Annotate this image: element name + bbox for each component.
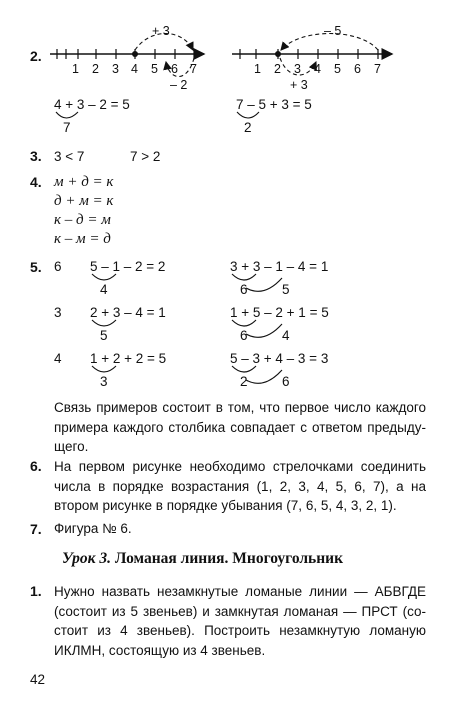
arc-label-top: + 3 [152, 24, 170, 38]
bracket-result: 6 [282, 374, 290, 389]
tick-label: 1 [254, 62, 261, 76]
bracket-result: 3 [100, 374, 108, 389]
tick-label: 7 [374, 62, 381, 76]
lesson-heading [62, 550, 343, 568]
tick-label: 2 [92, 62, 99, 76]
bracket-result: 2 [240, 374, 248, 389]
bracket-result: 7 [63, 120, 71, 135]
tick-label: 5 [334, 62, 341, 76]
expression: 3 + 3 – 1 – 4 = 1 [230, 259, 329, 274]
expression: 5 – 3 + 4 – 3 = 3 [230, 351, 329, 366]
bracket-result: 4 [100, 282, 108, 297]
tick-label: 6 [171, 62, 178, 76]
bracket-result: 2 [244, 120, 252, 135]
letter-equation: к – м = д [54, 231, 111, 247]
row-answer: 3 [54, 305, 62, 320]
tick-label: 3 [294, 62, 301, 76]
expression: 7 – 5 + 3 = 5 [236, 97, 312, 112]
tick-label: 4 [131, 62, 138, 76]
tick-label: 2 [274, 62, 281, 76]
bracket-result: 6 [240, 328, 248, 343]
comparison: 3 < 7 [54, 149, 85, 164]
bracket-result: 4 [282, 328, 290, 343]
lesson-title: Ломаная линия. Многоугольник [114, 550, 344, 567]
arc-label-top: – 5 [324, 24, 342, 38]
bracket-result: 5 [282, 282, 290, 297]
lesson-task1-number: 1. [30, 583, 42, 599]
row-answer: 4 [54, 351, 62, 366]
task6-number: 6. [30, 458, 42, 474]
expression: 5 – 1 – 2 = 2 [90, 259, 166, 274]
lesson-prefix: Урок 3. [62, 550, 112, 567]
letter-equation: м + д = к [54, 174, 114, 190]
tick-label: 6 [354, 62, 361, 76]
comparison: 7 > 2 [130, 149, 161, 164]
expression: 1 + 2 + 2 = 5 [90, 351, 167, 366]
task6-text: На первом рисунке необходимо стрелочками соединить числа в порядке возрастания (1, 2, 3, 4, 5, 6, 7), а на втором рисунке в порядке убывания (7, 6, 5, 4, 3, 2, 1). [54, 459, 426, 513]
bracket-result: 6 [240, 282, 248, 297]
tick-label: 7 [190, 62, 197, 76]
task2-number: 2. [30, 48, 42, 64]
expression: 2 + 3 – 4 = 1 [90, 305, 166, 320]
expression: 4 + 3 – 2 = 5 [54, 97, 130, 112]
task7-text: Фигура № 6. [54, 521, 132, 536]
row-answer: 6 [54, 259, 62, 274]
arc-label-bottom: + 3 [290, 78, 308, 92]
tick-label: 1 [72, 62, 79, 76]
letter-equation: д + м = к [54, 193, 114, 209]
task3-number: 3. [30, 148, 42, 164]
expression: 1 + 5 – 2 + 1 = 5 [230, 305, 329, 320]
page-number: 42 [30, 672, 46, 687]
arc-label-bottom: – 2 [170, 78, 188, 92]
task5-number: 5. [30, 259, 42, 275]
tick-label: 5 [151, 62, 158, 76]
tick-label: 4 [314, 62, 321, 76]
letter-equation: к – д = м [54, 212, 111, 228]
task7-number: 7. [30, 521, 42, 537]
bracket-result: 5 [100, 328, 108, 343]
task5-explanation: Связь примеров состоит в том, что первое число каждого примера каждого столбика совпадает с ответом предыду-щего. [54, 400, 426, 454]
task4-number: 4. [30, 174, 42, 190]
tick-label: 3 [112, 62, 119, 76]
lesson-task1-text: Нужно назвать незамкнутые ломаные линии — АБВГДЕ (состоит из 5 звеньев) и замкнутая ломаная — ПРСТ (со-стоит из 4 звеньев). Построить незамкнутую ломаную ИКЛМН, состоящую из 4 звеньев. [54, 584, 426, 658]
